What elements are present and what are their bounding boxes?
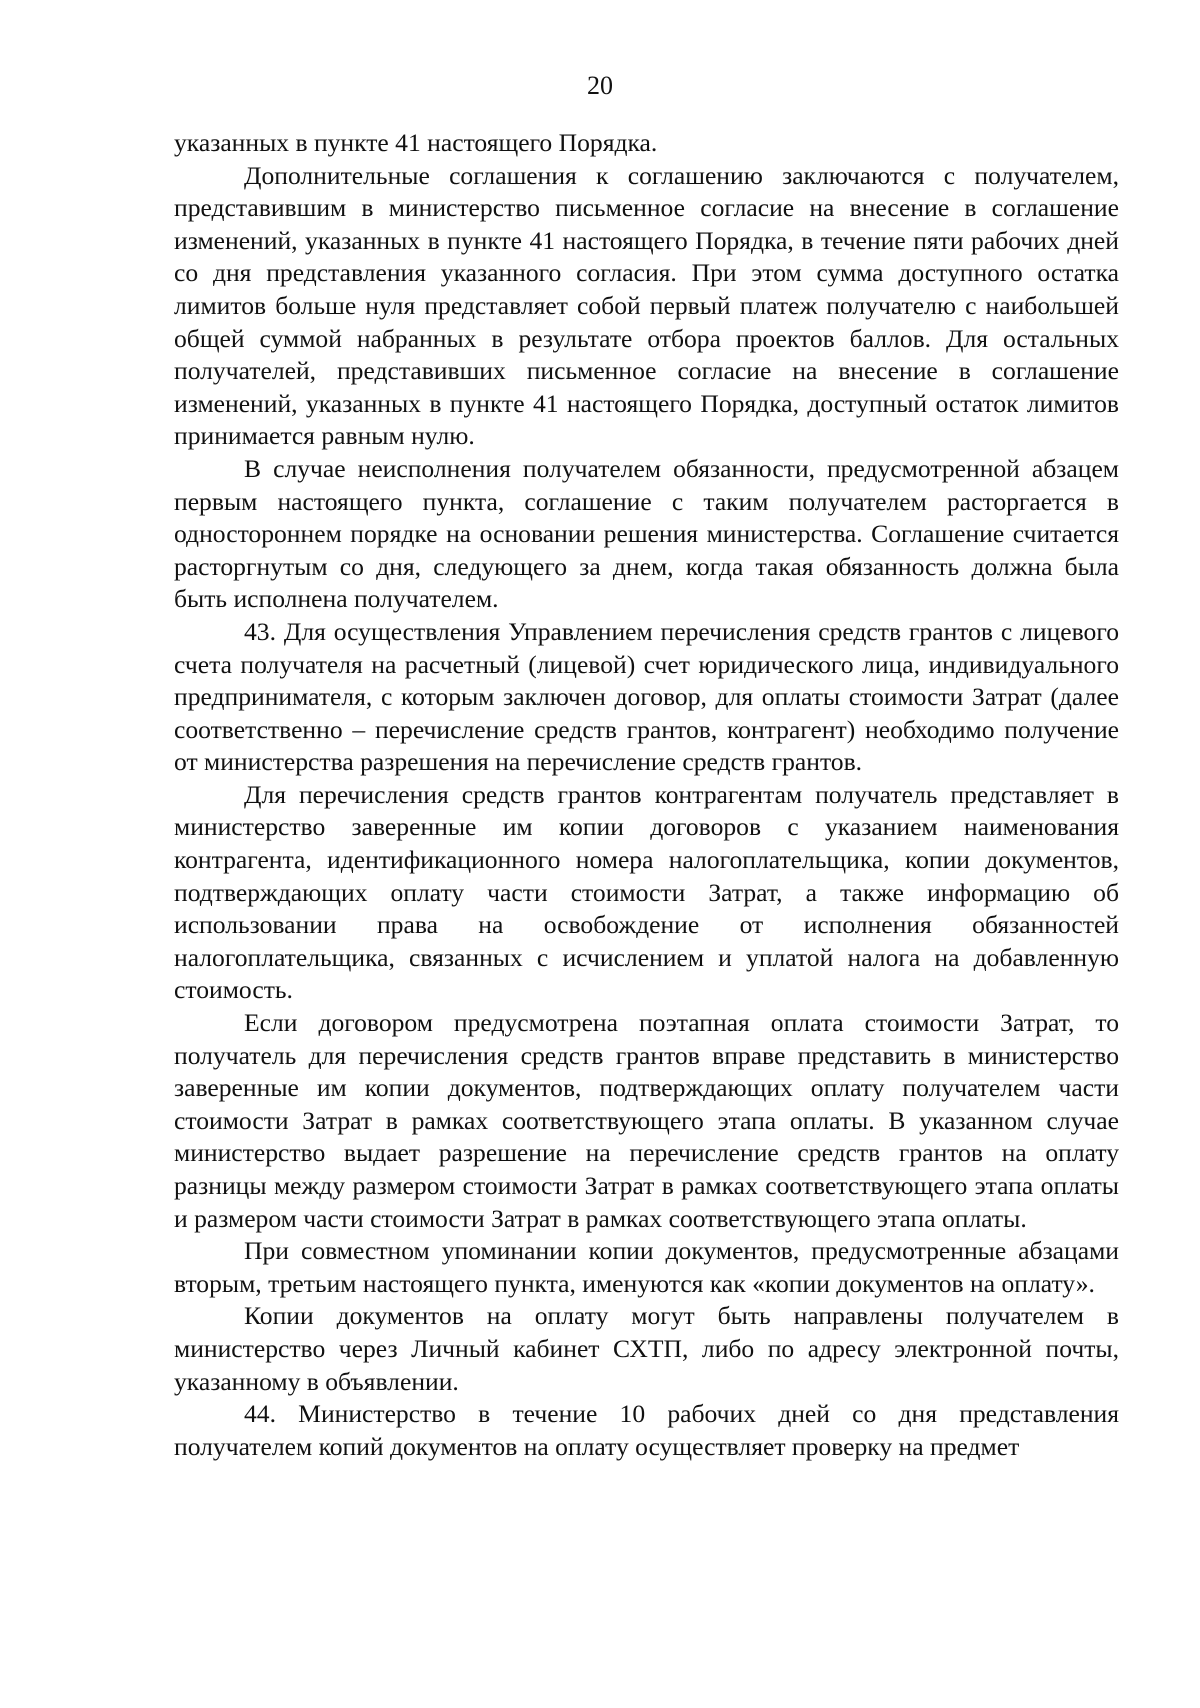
paragraph-staged-payment: Если договором предусмотрена поэтапная оплата стоимости Затрат, то получатель для перечисления средств грантов вправе представить в министерство заверенные им копии документов, подтверждающих оплату получателем части стоимости Затрат в рамках соответствующего этапа оплаты. В указанном случае министерство выдает разрешение на перечисление средств грантов на оплату разницы между размером стоимости Затрат в рамках соответствующего этапа оплаты и размером части стоимости Затрат в рамках соответствующего этапа оплаты. (174, 1008, 1119, 1233)
paragraph-clause-44: 44. Министерство в течение 10 рабочих дней со дня представления получателем копий документов на оплату осуществляет проверку на предмет (174, 1399, 1119, 1461)
document-body (174, 127, 1119, 1463)
paragraph-continuation: указанных в пункте 41 настоящего Порядка. (174, 128, 658, 157)
paragraph-contractor-documents: Для перечисления средств грантов контрагентам получатель представляет в министерство заверенные им копии договоров с указанием наименования контрагента, идентификационного номера налогоплательщика, копии документов, подтверждающих оплату части стоимости Затрат, а также информацию об использовании права на освобождение от исполнения обязанностей налогоплательщика, связанных с исчислением и уплатой налога на добавленную стоимость. (174, 779, 1119, 1005)
paragraph-submission-channels: Копии документов на оплату могут быть направлены получателем в министерство через Личный кабинет СХТП, либо по адресу электронной почты, указанному в объявлении. (174, 1301, 1119, 1396)
page-number: 20 (587, 71, 613, 100)
paragraph-additional-agreements: Дополнительные соглашения к соглашению заключаются с получателем, представившим в министерство письменное согласие на внесение в соглашение изменений, указанных в пункте 41 настоящего Порядка, в течение пяти рабочих дней со дня представления указанного согласия. При этом сумма доступного остатка лимитов больше нуля представляет собой первый платеж получателю с наибольшей общей суммой набранных в результате отбора проектов баллов. Для остальных получателей, представивших письменное согласие на внесение в соглашение изменений, указанных в пункте 41 настоящего Порядка, доступный остаток лимитов принимается равным нулю. (174, 160, 1119, 451)
paragraph-clause-43: 43. Для осуществления Управлением перечисления средств грантов с лицевого счета получателя на расчетный (лицевой) счет юридического лица, индивидуального предпринимателя, с которым заключен договор, для оплаты стоимости Затрат (далее соответственно – перечисление средств грантов, контрагент) необходимо получение от министерства разрешения на перечисление средств грантов. (174, 616, 1119, 777)
paragraph-payment-documents-definition: При совместном упоминании копии документов, предусмотренные абзацами вторым, третьим настоящего пункта, именуются как «копии документов на оплату». (174, 1236, 1119, 1298)
paragraph-agreement-termination: В случае неисполнения получателем обязанности, предусмотренной абзацем первым настоящего пункта, соглашение с таким получателем расторгается в одностороннем порядке на основании решения министерства. Соглашение считается расторгнутым со дня, следующего за днем, когда такая обязанность должна была быть исполнена получателем. (174, 453, 1119, 614)
